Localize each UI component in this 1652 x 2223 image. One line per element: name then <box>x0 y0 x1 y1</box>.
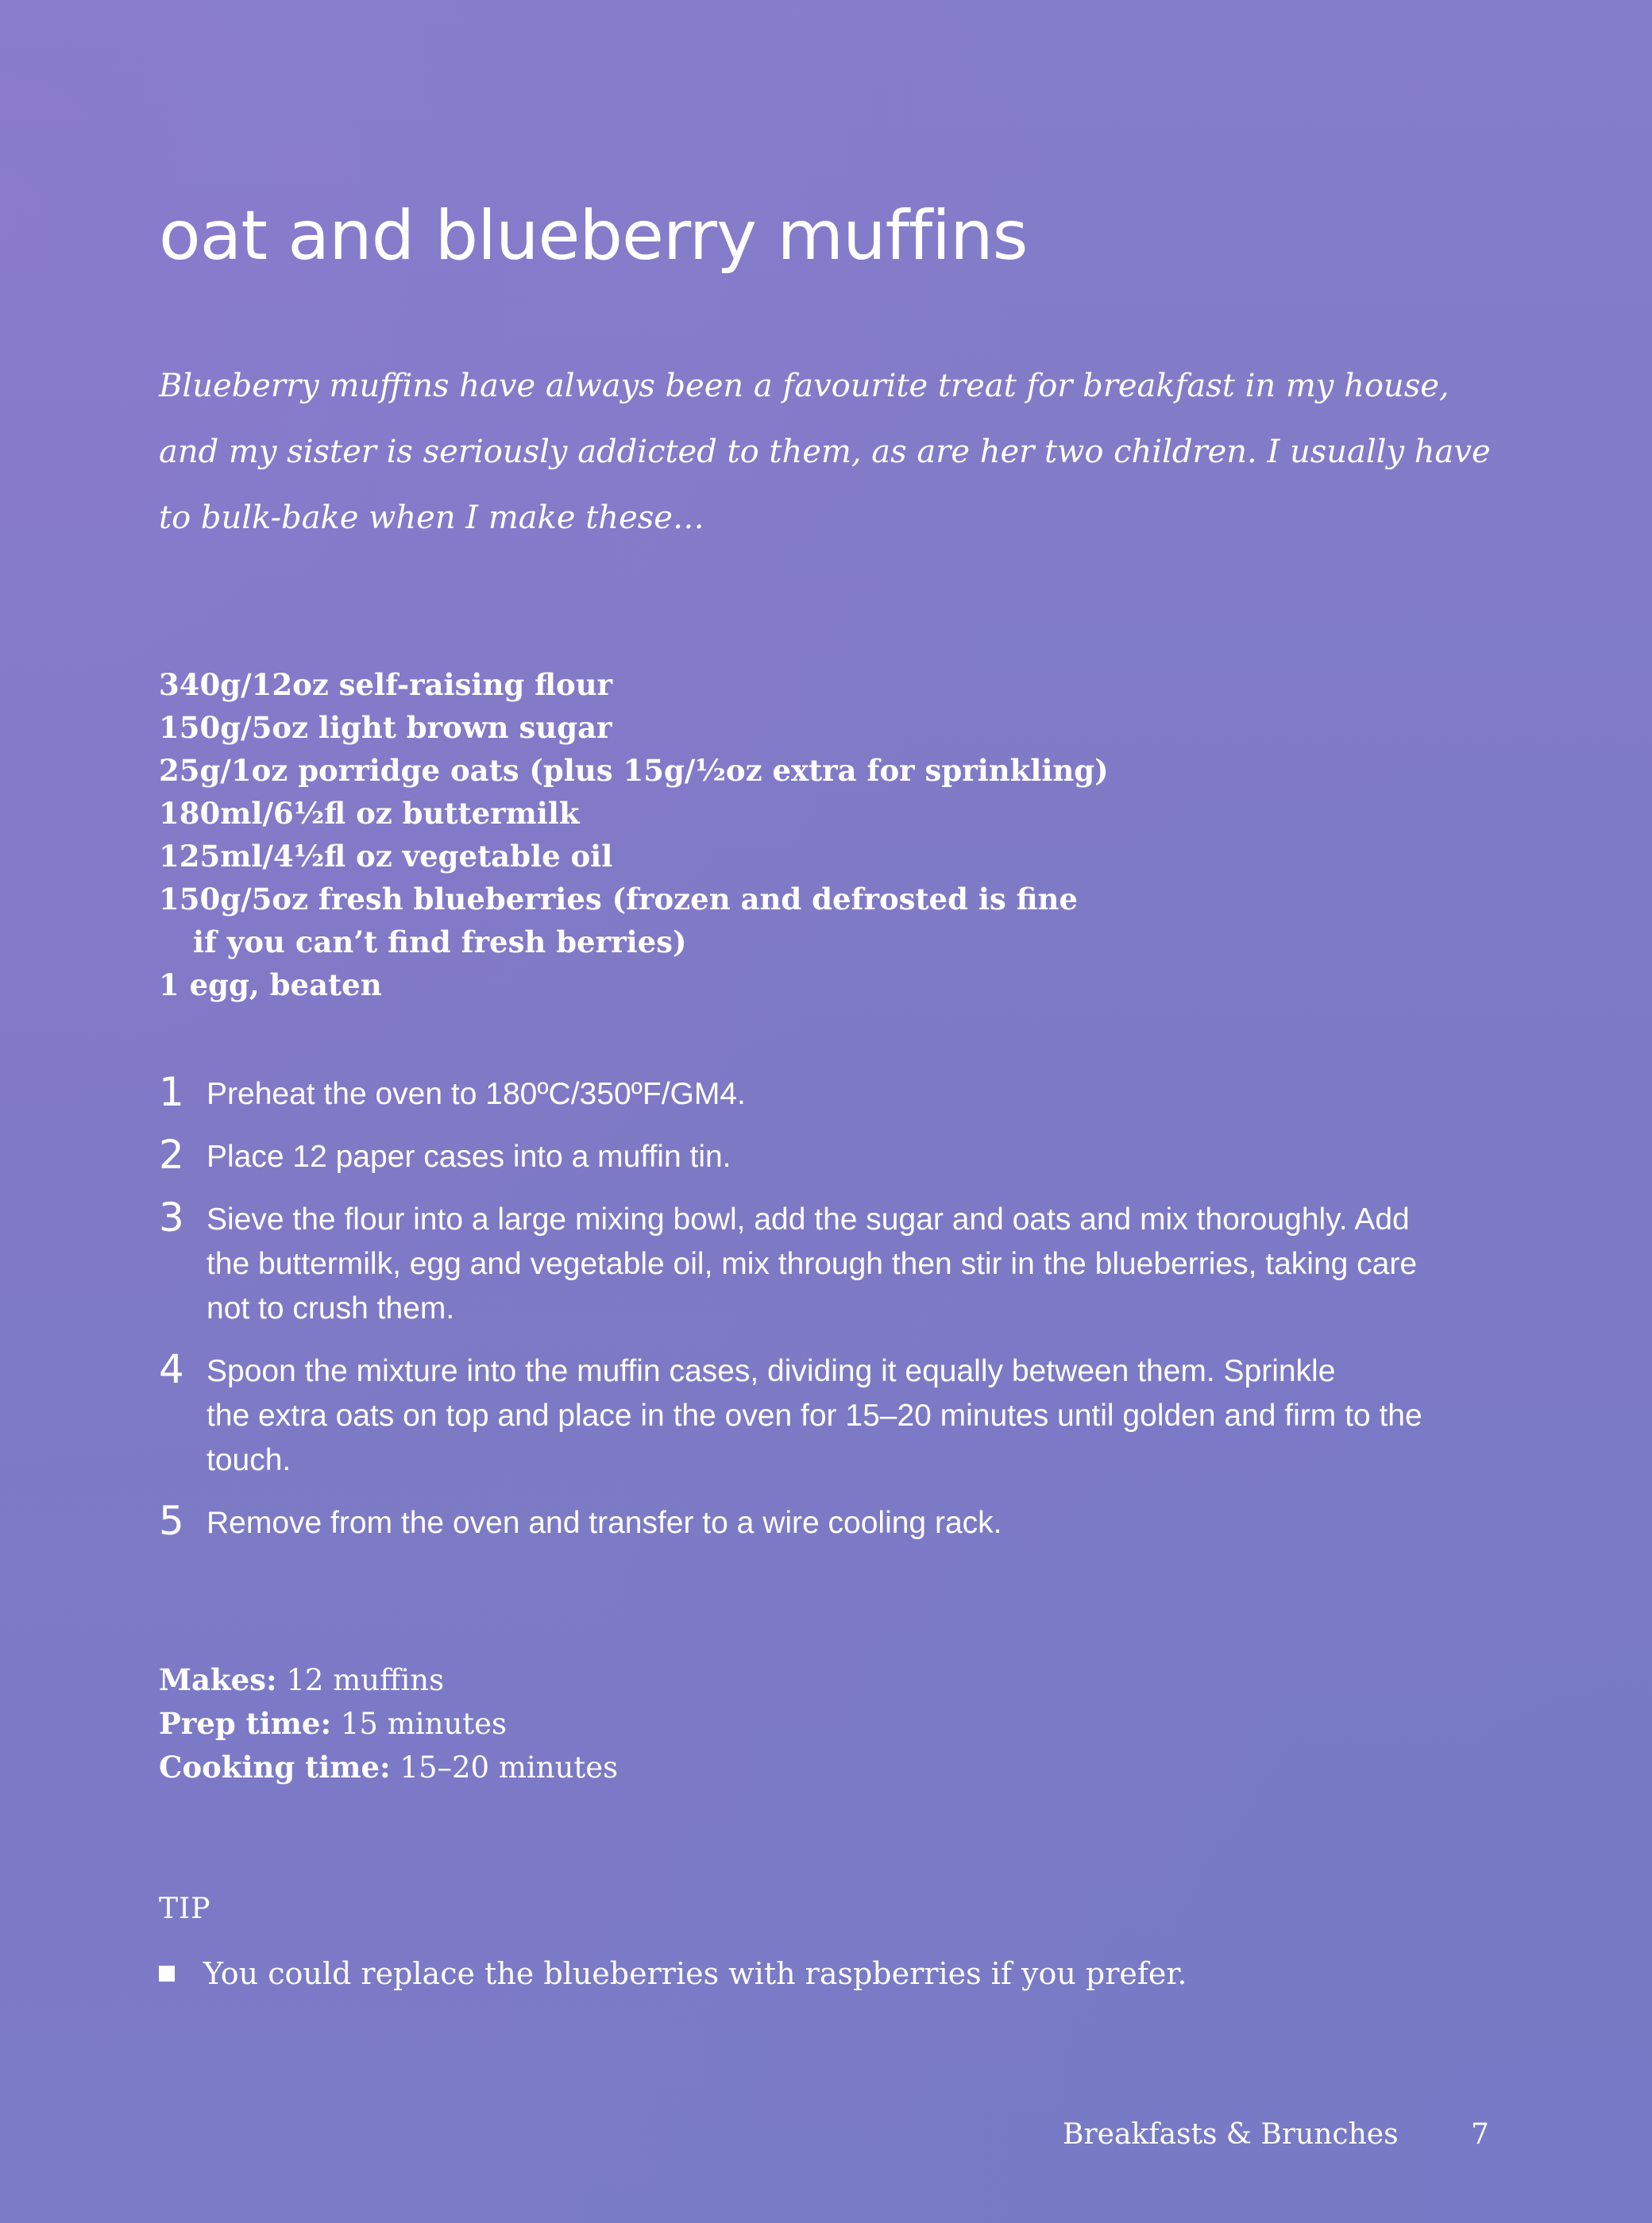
intro-line: Blueberry muffins have always been a favourite treat for breakfast in my house, <box>159 368 1449 404</box>
step-number: 5 <box>159 1498 184 1544</box>
intro-line: and my sister is seriously addicted to them, as are her two children. I usually have <box>159 434 1491 470</box>
step-number: 2 <box>159 1132 184 1178</box>
cooking-time-label: Cooking time: <box>159 1750 391 1785</box>
method-step <box>159 1132 1493 1179</box>
tip-heading: TIP <box>159 1893 211 1925</box>
method-step <box>159 1498 1493 1546</box>
step-line: Preheat the oven to 180ºC/350ºF/GM4. <box>206 1077 746 1111</box>
step-text <box>206 1349 1422 1483</box>
step-line: Place 12 paper cases into a muffin tin. <box>206 1140 731 1174</box>
ingredient-item: 180ml/6½fl oz buttermilk <box>159 796 580 831</box>
square-bullet-icon <box>159 1966 175 1982</box>
step-line: the buttermilk, egg and vegetable oil, mix through then stir in the blueberries, taking care <box>206 1247 1418 1281</box>
method-step <box>159 1069 1493 1117</box>
step-line: Spoon the mixture into the muffin cases, dividing it equally between them. Sprinkle <box>206 1354 1336 1388</box>
ingredient-item: 125ml/4½fl oz vegetable oil <box>159 839 613 874</box>
step-line: not to crush them. <box>206 1291 455 1326</box>
step-number: 1 <box>159 1069 184 1115</box>
step-line: Remove from the oven and transfer to a wire cooling rack. <box>206 1506 1002 1540</box>
step-line: the extra oats on top and place in the oven for 15–20 minutes until golden and firm to the <box>206 1399 1422 1433</box>
makes-label: Makes: <box>159 1662 277 1697</box>
step-line: Sieve the flour into a large mixing bowl, add the sugar and oats and mix thoroughly. Add <box>206 1202 1410 1237</box>
footer-section-title: Breakfasts & Brunches <box>1063 2118 1399 2151</box>
method-steps <box>159 1069 1493 1564</box>
step-text <box>206 1501 1002 1546</box>
step-text <box>206 1072 746 1117</box>
recipe-title: oat and blueberry muffins <box>159 196 1028 276</box>
prep-time-label: Prep time: <box>159 1706 332 1741</box>
ingredients-list <box>159 663 1109 1006</box>
recipe-info <box>159 1658 618 1789</box>
cooking-time-value: 15–20 minutes <box>390 1750 619 1785</box>
tip-text: You could replace the blueberries with raspberries if you prefer. <box>203 1956 1187 1991</box>
step-number: 4 <box>159 1346 184 1392</box>
tip-item <box>159 1956 1187 1991</box>
ingredient-item: 340g/12oz self-raising flour <box>159 667 613 702</box>
page-number: 7 <box>1471 2118 1489 2151</box>
step-number: 3 <box>159 1194 184 1241</box>
makes-value: 12 muffins <box>276 1663 445 1697</box>
ingredient-item: 1 egg, beaten <box>159 967 382 1002</box>
prep-time-value: 15 minutes <box>331 1707 508 1741</box>
method-step <box>159 1346 1493 1483</box>
step-text <box>206 1135 731 1179</box>
ingredient-item-continuation: if you can’t find fresh berries) <box>193 924 687 959</box>
recipe-intro <box>159 353 1509 551</box>
ingredient-item: 25g/1oz porridge oats (plus 15g/½oz extra for sprinkling) <box>159 753 1109 788</box>
intro-line: to bulk-bake when I make these… <box>159 500 704 536</box>
ingredient-item: 150g/5oz light brown sugar <box>159 710 612 745</box>
makes-row <box>159 1658 618 1702</box>
prep-time-row <box>159 1702 618 1746</box>
step-line: touch. <box>206 1443 291 1477</box>
cooking-time-row <box>159 1746 618 1789</box>
ingredient-item: 150g/5oz fresh blueberries (frozen and defrosted is fine <box>159 882 1078 917</box>
step-text <box>206 1198 1417 1331</box>
method-step <box>159 1194 1493 1331</box>
